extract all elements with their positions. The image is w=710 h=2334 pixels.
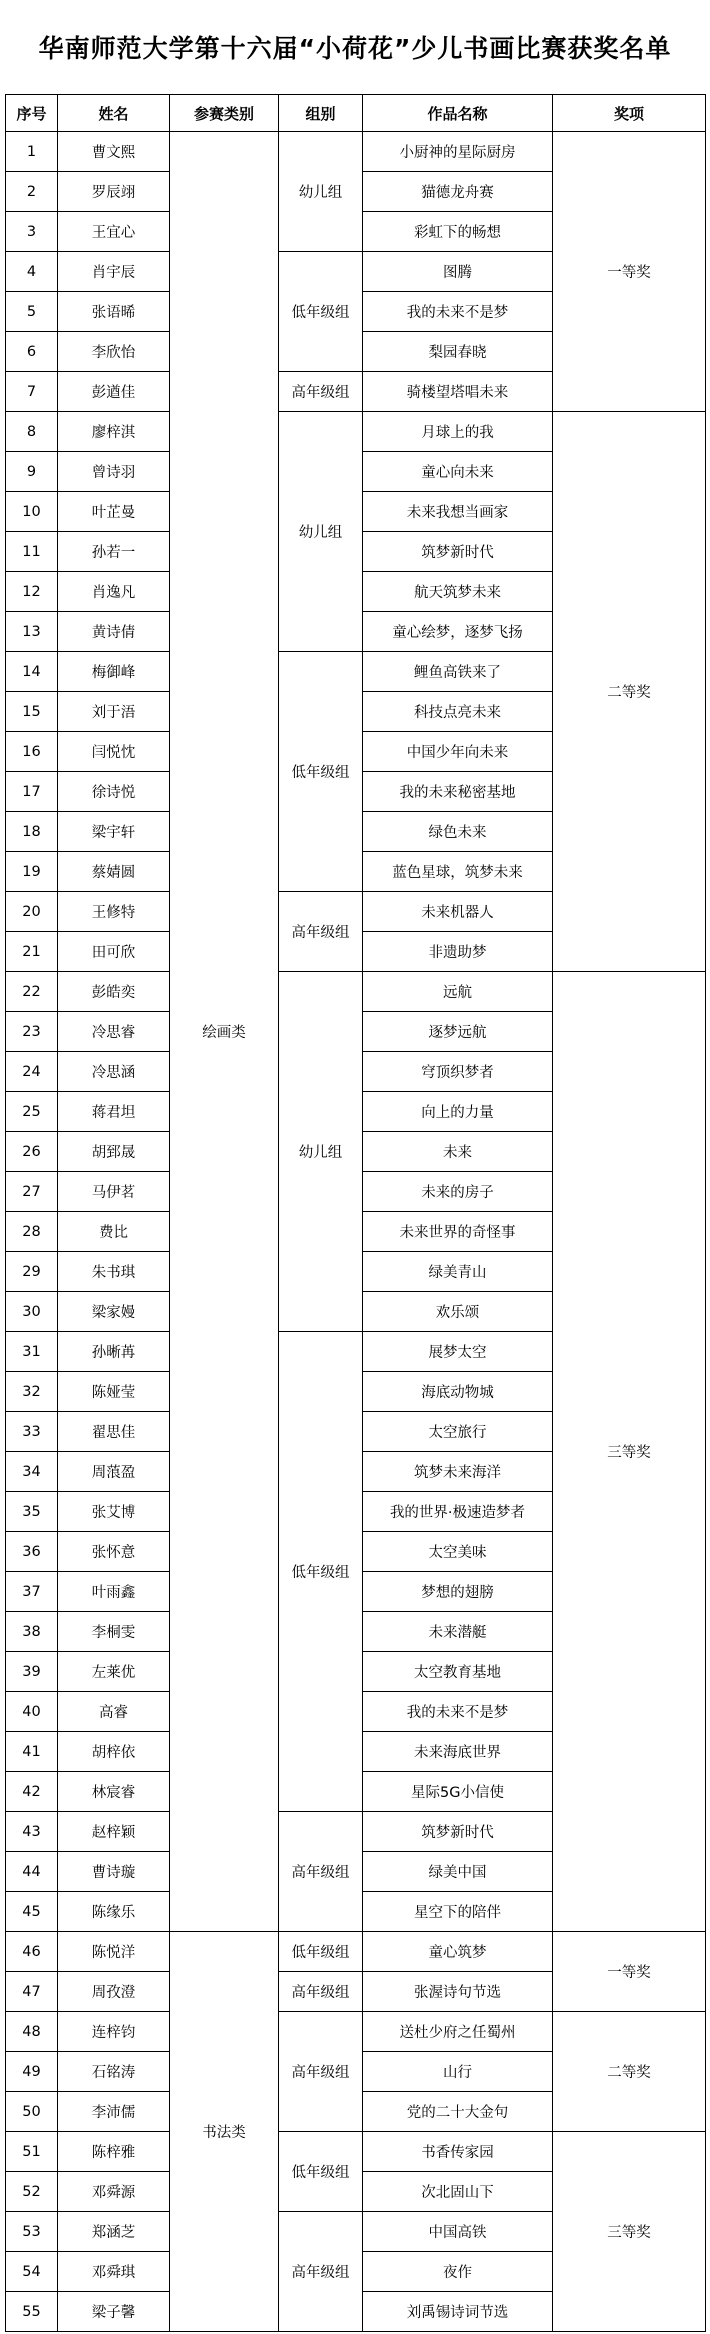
row-index: 20	[6, 892, 58, 932]
work-title: 绿色未来	[363, 812, 553, 852]
work-title: 逐梦远航	[363, 1012, 553, 1052]
row-index: 28	[6, 1212, 58, 1252]
entrant-name: 李欣怡	[58, 332, 170, 372]
work-title: 我的未来不是梦	[363, 292, 553, 332]
group-cell: 高年级组	[279, 1972, 363, 2012]
row-index: 1	[6, 132, 58, 172]
entrant-name: 闫悦忱	[58, 732, 170, 772]
award-table	[5, 94, 706, 2332]
row-index: 18	[6, 812, 58, 852]
work-title: 月球上的我	[363, 412, 553, 452]
work-title: 小厨神的星际厨房	[363, 132, 553, 172]
work-title: 童心向未来	[363, 452, 553, 492]
work-title: 猫德龙舟赛	[363, 172, 553, 212]
row-index: 7	[6, 372, 58, 412]
row-index: 12	[6, 572, 58, 612]
work-title: 太空教育基地	[363, 1652, 553, 1692]
entrant-name: 张语晞	[58, 292, 170, 332]
row-index: 53	[6, 2212, 58, 2252]
row-index: 52	[6, 2172, 58, 2212]
header-index: 序号	[6, 95, 58, 132]
award-cell: 三等奖	[553, 972, 706, 1932]
entrant-name: 彭皓奕	[58, 972, 170, 1012]
work-title: 筑梦新时代	[363, 1812, 553, 1852]
work-title: 绿美中国	[363, 1852, 553, 1892]
entrant-name: 梅御峰	[58, 652, 170, 692]
entrant-name: 冷思睿	[58, 1012, 170, 1052]
table-row	[6, 1932, 706, 1972]
table-body	[6, 132, 706, 2332]
row-index: 9	[6, 452, 58, 492]
row-index: 45	[6, 1892, 58, 1932]
table-row	[6, 2132, 706, 2172]
entrant-name: 胡梓依	[58, 1732, 170, 1772]
header-category: 参赛类别	[170, 95, 279, 132]
row-index: 47	[6, 1972, 58, 2012]
work-title: 党的二十大金句	[363, 2092, 553, 2132]
row-index: 17	[6, 772, 58, 812]
work-title: 未来世界的奇怪事	[363, 1212, 553, 1252]
entrant-name: 李桐雯	[58, 1612, 170, 1652]
row-index: 27	[6, 1172, 58, 1212]
row-index: 50	[6, 2092, 58, 2132]
entrant-name: 肖宇辰	[58, 252, 170, 292]
work-title: 穹顶织梦者	[363, 1052, 553, 1092]
entrant-name: 陈缘乐	[58, 1892, 170, 1932]
work-title: 书香传家园	[363, 2132, 553, 2172]
work-title: 太空美味	[363, 1532, 553, 1572]
row-index: 19	[6, 852, 58, 892]
work-title: 欢乐颂	[363, 1292, 553, 1332]
entrant-name: 田可欣	[58, 932, 170, 972]
row-index: 29	[6, 1252, 58, 1292]
entrant-name: 高睿	[58, 1692, 170, 1732]
entrant-name: 石铭涛	[58, 2052, 170, 2092]
entrant-name: 梁宇轩	[58, 812, 170, 852]
header-group: 组别	[279, 95, 363, 132]
group-cell: 低年级组	[279, 1932, 363, 1972]
group-cell: 高年级组	[279, 2012, 363, 2132]
entrant-name: 周蒗盈	[58, 1452, 170, 1492]
work-title: 彩虹下的畅想	[363, 212, 553, 252]
work-title: 次北固山下	[363, 2172, 553, 2212]
entrant-name: 翟思佳	[58, 1412, 170, 1452]
row-index: 48	[6, 2012, 58, 2052]
row-index: 24	[6, 1052, 58, 1092]
row-index: 36	[6, 1532, 58, 1572]
award-cell: 二等奖	[553, 412, 706, 972]
row-index: 26	[6, 1132, 58, 1172]
work-title: 我的未来秘密基地	[363, 772, 553, 812]
entrant-name: 孙若一	[58, 532, 170, 572]
row-index: 11	[6, 532, 58, 572]
award-cell: 二等奖	[553, 2012, 706, 2132]
entrant-name: 罗辰翊	[58, 172, 170, 212]
group-cell: 幼儿组	[279, 412, 363, 652]
page-title: 华南师范大学第十六届“小荷花”少儿书画比赛获奖名单	[38, 34, 672, 63]
work-title: 张渥诗句节选	[363, 1972, 553, 2012]
header-award: 奖项	[553, 95, 706, 132]
entrant-name: 赵梓颖	[58, 1812, 170, 1852]
work-title: 送杜少府之任蜀州	[363, 2012, 553, 2052]
entrant-name: 黄诗倩	[58, 612, 170, 652]
row-index: 22	[6, 972, 58, 1012]
entrant-name: 邓舜源	[58, 2172, 170, 2212]
entrant-name: 郑涵芝	[58, 2212, 170, 2252]
work-title: 筑梦新时代	[363, 532, 553, 572]
work-title: 海底动物城	[363, 1372, 553, 1412]
entrant-name: 梁家嫚	[58, 1292, 170, 1332]
work-title: 未来我想当画家	[363, 492, 553, 532]
row-index: 16	[6, 732, 58, 772]
work-title: 我的世界·极速造梦者	[363, 1492, 553, 1532]
group-cell: 低年级组	[279, 652, 363, 892]
work-title: 图腾	[363, 252, 553, 292]
entrant-name: 陈梓雅	[58, 2132, 170, 2172]
entrant-name: 冷思涵	[58, 1052, 170, 1092]
row-index: 38	[6, 1612, 58, 1652]
table-row	[6, 972, 706, 1012]
entrant-name: 陈悦洋	[58, 1932, 170, 1972]
entrant-name: 蔡婧圆	[58, 852, 170, 892]
work-title: 童心绘梦，逐梦飞扬	[363, 612, 553, 652]
work-title: 童心筑梦	[363, 1932, 553, 1972]
work-title: 绿美青山	[363, 1252, 553, 1292]
entrant-name: 费比	[58, 1212, 170, 1252]
entrant-name: 蒋君坦	[58, 1092, 170, 1132]
group-cell: 高年级组	[279, 2212, 363, 2332]
work-title: 未来海底世界	[363, 1732, 553, 1772]
row-index: 15	[6, 692, 58, 732]
row-index: 14	[6, 652, 58, 692]
entrant-name: 胡郅晟	[58, 1132, 170, 1172]
group-cell: 低年级组	[279, 2132, 363, 2212]
row-index: 54	[6, 2252, 58, 2292]
row-index: 41	[6, 1732, 58, 1772]
entrant-name: 叶芷曼	[58, 492, 170, 532]
table-row	[6, 412, 706, 452]
entrant-name: 孙晰苒	[58, 1332, 170, 1372]
entrant-name: 梁子馨	[58, 2292, 170, 2332]
work-title: 远航	[363, 972, 553, 1012]
row-index: 30	[6, 1292, 58, 1332]
work-title: 筑梦未来海洋	[363, 1452, 553, 1492]
row-index: 34	[6, 1452, 58, 1492]
row-index: 44	[6, 1852, 58, 1892]
entrant-name: 连梓钧	[58, 2012, 170, 2052]
work-title: 展梦太空	[363, 1332, 553, 1372]
work-title: 科技点亮未来	[363, 692, 553, 732]
row-index: 4	[6, 252, 58, 292]
row-index: 2	[6, 172, 58, 212]
row-index: 23	[6, 1012, 58, 1052]
row-index: 33	[6, 1412, 58, 1452]
award-cell: 一等奖	[553, 132, 706, 412]
work-title: 鲤鱼高铁来了	[363, 652, 553, 692]
row-index: 55	[6, 2292, 58, 2332]
row-index: 35	[6, 1492, 58, 1532]
group-cell: 幼儿组	[279, 132, 363, 252]
work-title: 星空下的陪伴	[363, 1892, 553, 1932]
row-index: 31	[6, 1332, 58, 1372]
work-title: 梨园春晓	[363, 332, 553, 372]
header-name: 姓名	[58, 95, 170, 132]
table-row	[6, 132, 706, 172]
work-title: 梦想的翅膀	[363, 1572, 553, 1612]
row-index: 10	[6, 492, 58, 532]
work-title: 未来机器人	[363, 892, 553, 932]
row-index: 32	[6, 1372, 58, 1412]
group-cell: 高年级组	[279, 372, 363, 412]
work-title: 山行	[363, 2052, 553, 2092]
row-index: 42	[6, 1772, 58, 1812]
row-index: 3	[6, 212, 58, 252]
group-cell: 幼儿组	[279, 972, 363, 1332]
work-title: 中国高铁	[363, 2212, 553, 2252]
work-title: 刘禹锡诗词节选	[363, 2292, 553, 2332]
entrant-name: 张怀意	[58, 1532, 170, 1572]
entrant-name: 肖逸凡	[58, 572, 170, 612]
entrant-name: 张艾博	[58, 1492, 170, 1532]
entrant-name: 王修特	[58, 892, 170, 932]
work-title: 中国少年向未来	[363, 732, 553, 772]
row-index: 39	[6, 1652, 58, 1692]
entrant-name: 周孜澄	[58, 1972, 170, 2012]
entrant-name: 曾诗羽	[58, 452, 170, 492]
group-cell: 高年级组	[279, 1812, 363, 1932]
title-bar	[0, 0, 710, 94]
entrant-name: 叶雨鑫	[58, 1572, 170, 1612]
entrant-name: 林宸睿	[58, 1772, 170, 1812]
row-index: 21	[6, 932, 58, 972]
row-index: 46	[6, 1932, 58, 1972]
group-cell: 低年级组	[279, 252, 363, 372]
table-header-row	[6, 95, 706, 132]
row-index: 43	[6, 1812, 58, 1852]
group-cell: 低年级组	[279, 1332, 363, 1812]
work-title: 航天筑梦未来	[363, 572, 553, 612]
entrant-name: 徐诗悦	[58, 772, 170, 812]
category-cell: 绘画类	[170, 132, 279, 1932]
row-index: 37	[6, 1572, 58, 1612]
row-index: 5	[6, 292, 58, 332]
entrant-name: 刘于浯	[58, 692, 170, 732]
row-index: 40	[6, 1692, 58, 1732]
entrant-name: 朱书琪	[58, 1252, 170, 1292]
table-row	[6, 2012, 706, 2052]
work-title: 蓝色星球，筑梦未来	[363, 852, 553, 892]
work-title: 太空旅行	[363, 1412, 553, 1452]
row-index: 25	[6, 1092, 58, 1132]
row-index: 8	[6, 412, 58, 452]
work-title: 未来潜艇	[363, 1612, 553, 1652]
entrant-name: 彭遒佳	[58, 372, 170, 412]
entrant-name: 李沛儒	[58, 2092, 170, 2132]
row-index: 49	[6, 2052, 58, 2092]
entrant-name: 左莱优	[58, 1652, 170, 1692]
entrant-name: 曹文熙	[58, 132, 170, 172]
work-title: 向上的力量	[363, 1092, 553, 1132]
row-index: 13	[6, 612, 58, 652]
work-title: 我的未来不是梦	[363, 1692, 553, 1732]
entrant-name: 廖梓淇	[58, 412, 170, 452]
work-title: 未来	[363, 1132, 553, 1172]
work-title: 未来的房子	[363, 1172, 553, 1212]
entrant-name: 王宜心	[58, 212, 170, 252]
work-title: 夜作	[363, 2252, 553, 2292]
entrant-name: 邓舜琪	[58, 2252, 170, 2292]
work-title: 非遗助梦	[363, 932, 553, 972]
award-cell: 一等奖	[553, 1932, 706, 2012]
work-title: 骑楼望塔唱未来	[363, 372, 553, 412]
header-work-title: 作品名称	[363, 95, 553, 132]
row-index: 6	[6, 332, 58, 372]
row-index: 51	[6, 2132, 58, 2172]
entrant-name: 曹诗璇	[58, 1852, 170, 1892]
work-title: 星际5G小信使	[363, 1772, 553, 1812]
entrant-name: 陈娅莹	[58, 1372, 170, 1412]
category-cell: 书法类	[170, 1932, 279, 2332]
group-cell: 高年级组	[279, 892, 363, 972]
entrant-name: 马伊茗	[58, 1172, 170, 1212]
award-cell: 三等奖	[553, 2132, 706, 2332]
